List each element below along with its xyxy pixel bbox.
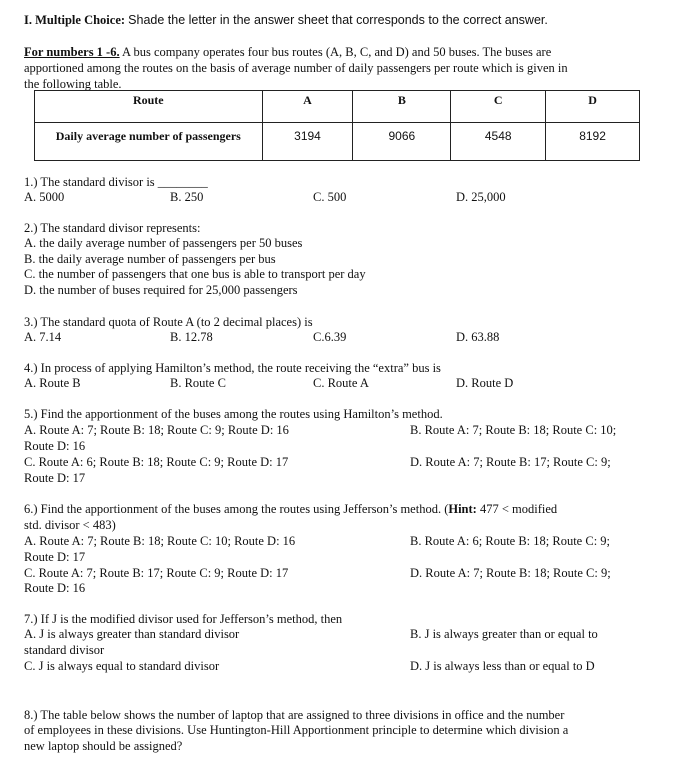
hint-text: 477 < modified <box>479 502 558 516</box>
section-title: I. Multiple Choice: <box>24 13 126 27</box>
intro-text: A bus company operates four bus routes (A, B, C, and D) and 50 buses. The buses are <box>122 45 552 59</box>
option: C. the number of passengers that one bus is able to transport per day <box>24 267 366 281</box>
option: D. Route D <box>456 376 514 390</box>
option: C. Route A: 6; Route B: 18; Route C: 9; Route D: 17 <box>24 455 289 469</box>
option-continued: standard divisor <box>24 643 105 657</box>
intro-label: For numbers 1 -6. <box>24 45 120 59</box>
question-6-stem-continued: std. divisor < 483) <box>24 518 116 532</box>
option: B. J is always greater than or equal to <box>410 627 598 641</box>
option: B. Route C <box>170 376 226 390</box>
instructions <box>24 12 548 28</box>
question-7-stem: 7.) If J is the modified divisor used for Jefferson’s method, then <box>24 612 343 626</box>
table-header: D <box>546 91 640 123</box>
hint-label: Hint: <box>448 502 477 516</box>
question-1-stem: 1.) The standard divisor is ________ <box>24 175 208 189</box>
option: D. the number of buses required for 25,000 passengers <box>24 283 298 297</box>
table-header-row <box>35 91 640 123</box>
table-cell: Daily average number of passengers <box>35 123 263 161</box>
option: C.6.39 <box>313 330 347 344</box>
table-cell: 9066 <box>353 123 451 161</box>
option: D. 25,000 <box>456 190 506 204</box>
question-8-stem: 8.) The table below shows the number of laptop that are assigned to three divisions in office and the number <box>24 708 565 722</box>
question-8-stem: of employees in these divisions. Use Huntington-Hill Apportionment principle to determine which division a <box>24 723 569 737</box>
table-header: Route <box>35 91 263 123</box>
option: D. Route A: 7; Route B: 17; Route C: 9; <box>410 455 611 469</box>
instruction-text: Shade the letter in the answer sheet that corresponds to the correct answer. <box>128 13 548 27</box>
passenger-table <box>34 90 640 161</box>
table-header: B <box>353 91 451 123</box>
option: C. Route A: 7; Route B: 17; Route C: 9; Route D: 17 <box>24 566 289 580</box>
table-cell: 8192 <box>546 123 640 161</box>
question-5-stem: 5.) Find the apportionment of the buses among the routes using Hamilton’s method. <box>24 407 443 421</box>
intro-line <box>24 44 551 60</box>
question-4-stem: 4.) In process of applying Hamilton’s method, the route receiving the “extra” bus is <box>24 361 441 375</box>
option: A. the daily average number of passengers per 50 buses <box>24 236 303 250</box>
option: B. 12.78 <box>170 330 213 344</box>
option: C. Route A <box>313 376 369 390</box>
option-continued: Route D: 17 <box>24 550 86 564</box>
option-continued: Route D: 16 <box>24 439 86 453</box>
question-8-stem: new laptop should be assigned? <box>24 739 183 753</box>
option: B. 250 <box>170 190 204 204</box>
question-2-stem: 2.) The standard divisor represents: <box>24 221 201 235</box>
option: A. Route B <box>24 376 81 390</box>
table-cell: 3194 <box>262 123 353 161</box>
option: A. Route A: 7; Route B: 18; Route C: 10; Route D: 16 <box>24 534 296 548</box>
option: B. Route A: 7; Route B: 18; Route C: 10; <box>410 423 617 437</box>
option: C. 500 <box>313 190 347 204</box>
table-cell: 4548 <box>451 123 546 161</box>
option: D. 63.88 <box>456 330 500 344</box>
intro-line: apportioned among the routes on the basis of average number of daily passengers per route which is given in <box>24 61 568 75</box>
option: A. 5000 <box>24 190 65 204</box>
option: A. 7.14 <box>24 330 62 344</box>
option: D. Route A: 7; Route B: 18; Route C: 9; <box>410 566 611 580</box>
option: A. J is always greater than standard divisor <box>24 627 240 641</box>
question-6-stem <box>24 501 557 517</box>
option-continued: Route D: 16 <box>24 581 86 595</box>
table-header: C <box>451 91 546 123</box>
option: B. the daily average number of passengers per bus <box>24 252 276 266</box>
option: A. Route A: 7; Route B: 18; Route C: 9; Route D: 16 <box>24 423 289 437</box>
question-3-stem: 3.) The standard quota of Route A (to 2 decimal places) is <box>24 315 313 329</box>
option-continued: Route D: 17 <box>24 471 86 485</box>
table-row <box>35 123 640 161</box>
table-header: A <box>262 91 353 123</box>
intro-line: the following table. <box>24 77 122 91</box>
option: D. J is always less than or equal to D <box>410 659 595 673</box>
option: B. Route A: 6; Route B: 18; Route C: 9; <box>410 534 611 548</box>
stem-text: 6.) Find the apportionment of the buses among the routes using Jefferson’s method. ( <box>24 502 449 516</box>
option: C. J is always equal to standard divisor <box>24 659 220 673</box>
